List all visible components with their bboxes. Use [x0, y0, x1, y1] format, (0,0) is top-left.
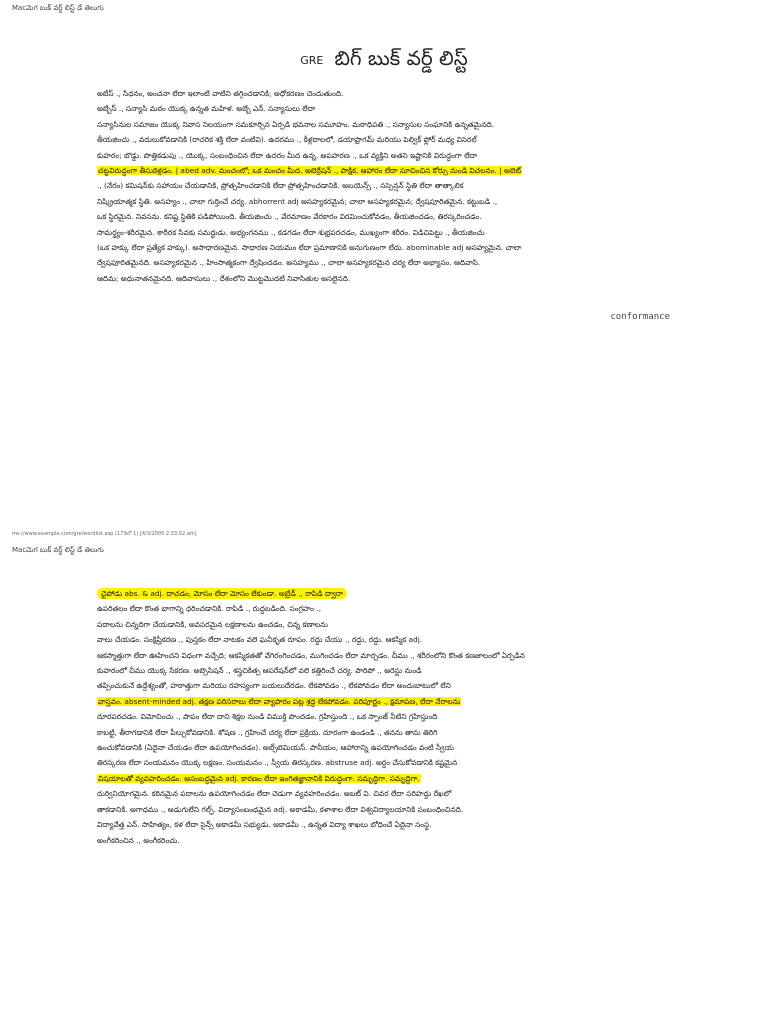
page2-body [97, 586, 677, 848]
page-header: Macమెగ బుక్ వర్డ్ లిస్ట్ డే తెలుగు [12, 4, 104, 12]
text-line: దుర్వినియోగమైన. కఠినమైన పదాలను ఉపయోగించడం లేదా చెడుగా వ్యవహరించడం. అబట్ వి. చివర లేదా సరిహద్దు రేఖలో [97, 789, 452, 799]
text-line: అబేస్ ., సేధనం, అంచనా లేదా ఇలాంటి వాటిని తగ్గించడానికి; అధోకరణం చెందుతుంది. [97, 89, 344, 98]
text-line: ఒక స్థిరమైన. నివసను. కనిష్ట స్థితికి పడిపోయింది. తీయజించు ., వేరమాణం వేరకారం విరమించుకోవడం, తీయజించడం, తిరస్కరించడం. [97, 212, 482, 222]
text-line: తప్పించుకునే ఉద్దేశ్యంతో, హఠాత్తుగా మరియు రహస్యంగా బయలుదేరడం. లేకపోవడం ., లేకపోవడం లేదా అందుబాటులో లేని [97, 681, 451, 691]
text-line: ., (నేరం) కమిషన్‌కు సహాయం చేయడానికి, ప్రోత్సహించడానికి లేదా ప్రోత్సహించడానికి. అబయెన్స్ ., సస్పెన్షన్ స్థితి లేదా తాత్కాలిక [97, 181, 464, 191]
page-title [0, 46, 768, 75]
text-line: ఉంచుకోవడానికి (ఏదైనా చేయడం లేదా ఉపయోగించడం). అబ్స్‌టెమియస్. పానీయం, ఆహారాన్ని ఉపయోగించడం వంటి స్వీయ [97, 743, 454, 753]
text-line: తాకడానికి. అగాధము ., అడుగులేని గల్ఫ్. విద్యాసంబంధమైన adj. అకాడమీ, కళాశాల లేదా విశ్వవిద్యాలయానికి సంబంధించినది. [97, 804, 464, 814]
text-line: అంగీకరించిన ., అంగీకరించు. [97, 835, 180, 845]
text-line [97, 771, 677, 786]
text-line: కుహరం; బొడ్డు. పొత్తికడుపు ., యొక్క, సంబంధించిన లేదా ఉదరం మీద ఉన్న. అపహరణ ., ఒక వ్యక్తిని అతని ఇష్టానికి విరుద్ధంగా లేదా [97, 150, 478, 160]
text-line: వాలు చేయడం. సంక్షిప్తీకరణ ., పుస్తకం లేదా నాటకం వలె ఘనీకృత రూపం. రద్దు చేయు ., రద్దు, రద్దు. ఆకస్మిక adj. [97, 635, 423, 645]
text-line [97, 694, 677, 709]
text-line: ఉపరితలం లేదా కొంత భాగాన్ని ధరించడానికి. రాపిడి ., రుద్దబడింది. సంగ్రహం ., [97, 604, 322, 614]
text-line: తీయజించు ., వదులుకోవడానికి (రాచరిక శక్తి లేదా వంటివి). ఉదరము ., కీళ్లదాలలో, డయాఫ్రాగమ్ మరియు పెల్విక్ ఫ్లోర్ మధ్య విసెరల్ [97, 135, 477, 145]
text-line: తిరస్కరణ లేదా సంయమనం యొక్క లక్షణం. సంయమనం ., స్వీయ తిరస్కరణ. abstruse adj. అర్థం చేసుకోవడానికి కష్టమైన [97, 758, 458, 768]
highlighted-text: వాస్తవం. absent-minded adj. తక్షణ పరిసరాలు లేదా వ్యాపారం పట్ల శ్రద్ధ లేకపోవడం. పరిపూర్ణం ., క్షమాపణ, లేదా నేరాలను [98, 696, 461, 706]
text-line [97, 163, 677, 178]
text-line [97, 586, 677, 601]
text-line: (ఒక హక్కు లేదా ప్రత్యేక హక్కు). అసాధారణమైన. సాధారణ నియమం లేదా ప్రమాణానికి అనుగుణంగా లేదు. abominable adj అసహ్యమైన. చాలా [97, 243, 522, 253]
text-line: ఆకస్మాత్తుగా లేదా ఊహించని విధంగా వచ్చేది; ఆకస్మికతతో వేగిరంగించడం, ముగించడం లేదా మార్చడం. చీము ., శరీరంలోని కొంత కణజాలంలో ఏర్పడిన [97, 650, 525, 660]
page1-body [97, 86, 677, 286]
text-line: సామర్థ్యం-శరీరమైన. శారీరక సేవకు సమర్థుడు. అభ్యంగనము ., కడగడం లేదా శుభ్రపరచడం, ముఖ్యంగా శరీరం. విడిచిపెట్టు ., తీయజించు [97, 227, 485, 237]
text-line: కాబట్టి, తీరాగడానికి లేదా పీల్చుకోవడానికి. శోషణ ., గ్రహించే చర్య లేదా ప్రక్రియ. దూరంగా ఉండండి ., తనను తాను తిరిగి [97, 727, 438, 737]
text-line: విద్యావేత్త ఎన్. సాహిత్యం, కళ లేదా సైన్స్ అకాడమీ సభ్యుడు. అకాడమీ ., ఉన్నత విద్యా శాఖలు బోధించే ఏదైనా సంస్థ. [97, 820, 432, 830]
text-line: నిష్క్రియాత్మక స్థితి. అసహ్యం ., చాలా గుర్తించే చర్య. abhorrent adj అసహ్యకరమైన; చాలా అసహ్యకరమైన; ద్వేషపూరితమైన. కట్టుబడి ., [97, 196, 498, 206]
page-footer: ms://www.example.com/gre/wordlist.asp (173లో 1) [4/3/2005 2:33:02 am] [12, 531, 197, 537]
text-line: కుహరంలో చీము యొక్క సేకరణ. అబ్సెసిషన్ ., శస్త్రచికిత్స ఆపరేషన్‌లో వలె కత్తిరించే చర్య. పారిపో ., అరెస్టు నుండి [97, 666, 422, 676]
text-line: ద్వేషపూరితమైనది. అసహ్యకరమైన ., హింసాత్మకంగా ద్వేషించడం. అసహ్యము ., చాలా అసహ్యకరమైన చర్య లేదా అభ్యాసం. ఆదివాసి. [97, 258, 481, 268]
highlighted-text: విషయాలతో వ్యవహరించడం. అసంబద్ధమైన adj. కారణం లేదా ఇంగితజ్ఞానానికి విరుద్ధంగా. సమృద్ధిగా. సమృద్ధిగా. [98, 773, 420, 783]
title-prefix: GRE [300, 54, 324, 67]
conformance-label: conformance [610, 312, 670, 322]
highlighted-text: ఛైపోడు abs. & adj. దాచడం, మోసం లేదా మోసం లేకుండా. అబ్రేడ్ ., రాపిడి ద్వారా [97, 588, 347, 599]
text-line: దూరపరచడం. విమోచించు ., పాపం లేదా దాని శిక్షల నుండి విముక్తి పొందడం. గ్రహిస్తుంది ., ఒక స్పాంజ్ నీటిని గ్రహిస్తుంది [97, 712, 438, 722]
highlighted-text: చట్టవిరుద్ధంగా తీసుకెళ్లడం. | abed adv. మంచంలో; ఒక మంచం మీద. అబెర్రేషన్ ., పాక్షిక, ఆహారం లేదా సూచించిన కోర్సు నుండి విచలనం. | అబెట్ [98, 166, 522, 176]
text-line: ఆదిమ; అధునాతనమైనది. ఆదివాసులు ., దేశంలోని మొట్టమొదటి నివాసితుల అసలైనది. [97, 273, 351, 283]
title-text: బిగ్ బుక్ వర్డ్ లిస్ట్ [334, 46, 468, 70]
page2-header: Macమెగ బుక్ వర్డ్ లిస్ట్ డే తెలుగు [12, 546, 104, 554]
text-line: అబ్బేస్ ., సన్యాసి మఠం యొక్క ఉన్నత మహిళ. అబ్బే ఎన్. సన్యాసులు లేదా [97, 104, 316, 114]
text-line: సన్యాసినుల సమాజం యొక్క నివాస నిలయంగా సమకూర్చిన ఏర్పడి భవనాల సమూహం. మఠాధిపతి ., సన్యాసుల సంఘానికి ఉన్నతమైనది. [97, 119, 495, 129]
text-line: పదాలను చిన్నదిగా చేయడానికి, అవసరమైన లక్షణాలను ఉంచడం, చిన్న కణాలను [97, 619, 328, 629]
